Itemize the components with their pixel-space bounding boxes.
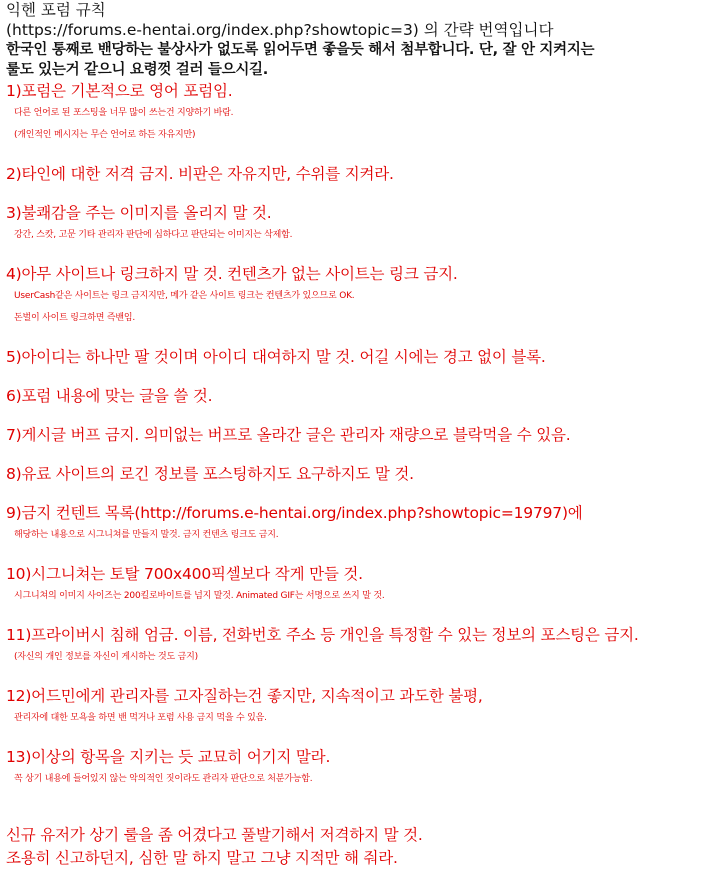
rule-line: 시그니쳐의 이미지 사이즈는 200킬로바이트를 넘지 말것. Animated GIF는 서명으로 쓰지 말 것. [14,591,385,601]
rule-line: 13)이상의 항목을 지키는 듯 교묘히 어기지 말라. [6,748,331,766]
rule-line: (개인적인 메시지는 무슨 언어로 하든 자유지만) [14,130,196,140]
rules-list [6,80,704,790]
rule-line: 꼭 상기 내용에 들어있지 않는 악의적인 짓이라도 관리자 판단으로 처분가능함. [14,774,313,784]
rule-line: 6)포럼 내용에 맞는 글을 쓸 것. [6,387,213,405]
intro-note-line-2: 룰도 있는거 같으니 요령껏 걸러 들으시길. [6,62,268,78]
rule-line: 11)프라이버시 침해 엄금. 이름, 전화번호 주소 등 개인을 특정할 수 있는 정보의 포스팅은 금지. [6,626,639,644]
rule-line: 7)게시글 버프 금지. 의미없는 버프로 올라간 글은 관리자 재량으로 블락먹을 수 있음. [6,426,571,444]
rule-line: 해당하는 내용으로 시그니쳐를 만들지 말것. 금지 컨텐츠 링크도 금지. [14,530,279,540]
rule-line: (자신의 개인 정보를 자신이 게시하는 것도 금지) [14,652,198,662]
rule-12 [6,685,704,729]
rule-5 [6,346,704,368]
rule-line: 돈벌이 사이트 링크하면 즉밴임. [14,313,136,323]
rule-7 [6,424,704,446]
rule-line: UserCash같은 사이트는 링크 금지지만, 메가 같은 사이트 링크는 컨텐츠가 있으므로 OK. [14,291,355,301]
rule-9 [6,502,704,546]
rule-11 [6,624,704,668]
rule-1 [6,80,704,146]
rule-line: 9)금지 컨텐트 목록(http://forums.e-hentai.org/index.php?showtopic=19797)에 [6,504,583,522]
rule-line: 2)타인에 대한 저격 금지. 비판은 자유지만, 수위를 지켜라. [6,165,394,183]
rule-line: 8)유료 사이트의 로긴 정보를 포스팅하지도 요구하지도 말 것. [6,465,414,483]
document [6,0,704,870]
rule-line: 10)시그니쳐는 토탈 700x400픽셀보다 작게 만들 것. [6,565,363,583]
rule-4 [6,263,704,329]
intro-note-line-1: 한국인 통째로 밴당하는 불상사가 없도록 읽어두면 좋을듯 해서 첨부합니다. 단, 잘 안 지켜지는 [6,42,595,58]
rule-10 [6,563,704,607]
source-url-line: (https://forums.e-hentai.org/index.php?showtopic=3) 의 간략 번역입니다 [6,21,554,39]
closing-note [6,824,704,870]
rule-3 [6,202,704,246]
closing-note-line-2: 조용히 신고하던지, 심한 말 하지 말고 그냥 지적만 해 줘라. [6,849,398,867]
rule-line: 1)포럼은 기본적으로 영어 포럼임. [6,82,233,100]
rule-2 [6,163,704,185]
rule-line: 관리자에 대한 모욕을 하면 밴 먹거나 포럼 사용 금지 먹을 수 있음. [14,713,267,723]
rule-6 [6,385,704,407]
rule-line: 3)불쾌감을 주는 이미지를 올리지 말 것. [6,204,272,222]
rule-line: 다른 언어로 된 포스팅을 너무 많이 쓰는건 지양하기 바람. [14,108,234,118]
rule-line: 12)어드민에게 관리자를 고자질하는건 좋지만, 지속적이고 과도한 불평, [6,687,483,705]
rule-8 [6,463,704,485]
document-title: 익헨 포럼 규칙 [6,1,106,19]
rule-line: 강간, 스캇, 고문 기타 관리자 판단에 심하다고 판단되는 이미지는 삭제함. [14,230,293,240]
rule-line: 4)아무 사이트나 링크하지 말 것. 컨텐츠가 없는 사이트는 링크 금지. [6,265,458,283]
rule-line: 5)아이디는 하나만 팔 것이며 아이디 대여하지 말 것. 어길 시에는 경고 없이 블록. [6,348,546,366]
rule-13 [6,746,704,790]
closing-note-line-1: 신규 유저가 상기 룰을 좀 어겼다고 풀발기해서 저격하지 말 것. [6,826,423,844]
